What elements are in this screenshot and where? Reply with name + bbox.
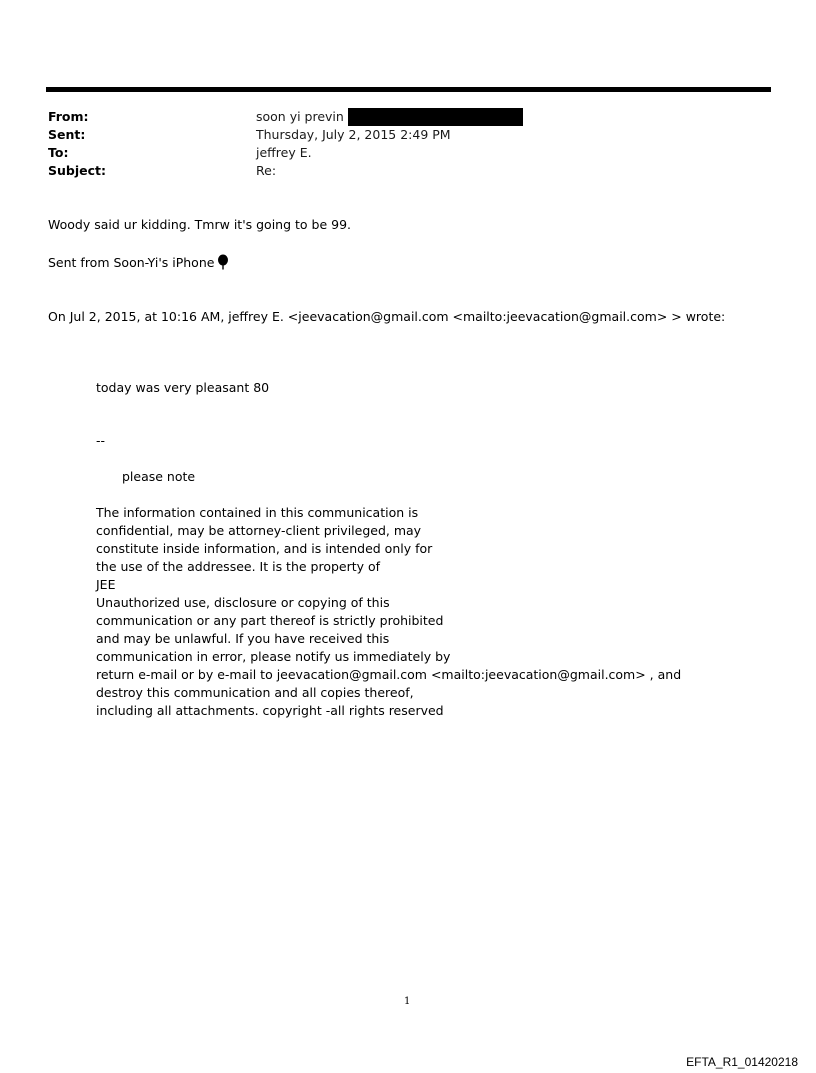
quote-header: On Jul 2, 2015, at 10:16 AM, jeffrey E. <jeevacation@gmail.com <mailto:jeevacation@gmail.com> > wrote:: [48, 309, 726, 324]
please-note: please note: [122, 469, 196, 484]
to-value: jeffrey E.: [256, 145, 312, 160]
quoted-message: today was very pleasant 80: [96, 380, 270, 395]
disclaimer-line: constitute inside information, and is intended only for: [96, 541, 433, 556]
subject-label: Subject:: [48, 163, 106, 178]
balloon-icon: [217, 254, 229, 275]
disclaimer-line: The information contained in this communication is: [96, 505, 419, 520]
redaction-box: [348, 108, 523, 126]
from-label: From:: [48, 109, 89, 124]
disclaimer-line: communication in error, please notify us immediately by: [96, 649, 451, 664]
from-name: soon yi previn: [256, 109, 344, 124]
separator: --: [96, 433, 106, 448]
disclaimer-line: including all attachments. copyright -all rights reserved: [96, 703, 444, 718]
sent-value: Thursday, July 2, 2015 2:49 PM: [256, 127, 451, 142]
to-label: To:: [48, 145, 69, 160]
disclaimer-line: return e-mail or by e-mail to jeevacation@gmail.com <mailto:jeevacation@gmail.com> , and: [96, 667, 682, 682]
subject-value: Re:: [256, 163, 277, 178]
page-number: 1: [404, 996, 411, 1007]
disclaimer-line: Unauthorized use, disclosure or copying of this: [96, 595, 390, 610]
signature-line: [48, 254, 229, 275]
from-value: [256, 108, 523, 126]
disclaimer-block: [96, 504, 681, 720]
reply-text: Woody said ur kidding. Tmrw it's going to be 99.: [48, 217, 352, 232]
disclaimer-line: confidential, may be attorney-client privileged, may: [96, 523, 422, 538]
disclaimer-line: and may be unlawful. If you have received this: [96, 631, 390, 646]
signature-text: Sent from Soon-Yi's iPhone: [48, 255, 215, 270]
bates-number: EFTA_R1_01420218: [686, 1055, 798, 1069]
header-rule: [46, 87, 771, 92]
disclaimer-line: destroy this communication and all copies thereof,: [96, 685, 414, 700]
sent-label: Sent:: [48, 127, 86, 142]
disclaimer-line: communication or any part thereof is strictly prohibited: [96, 613, 444, 628]
disclaimer-line: JEE: [96, 577, 116, 592]
disclaimer-line: the use of the addressee. It is the property of: [96, 559, 381, 574]
